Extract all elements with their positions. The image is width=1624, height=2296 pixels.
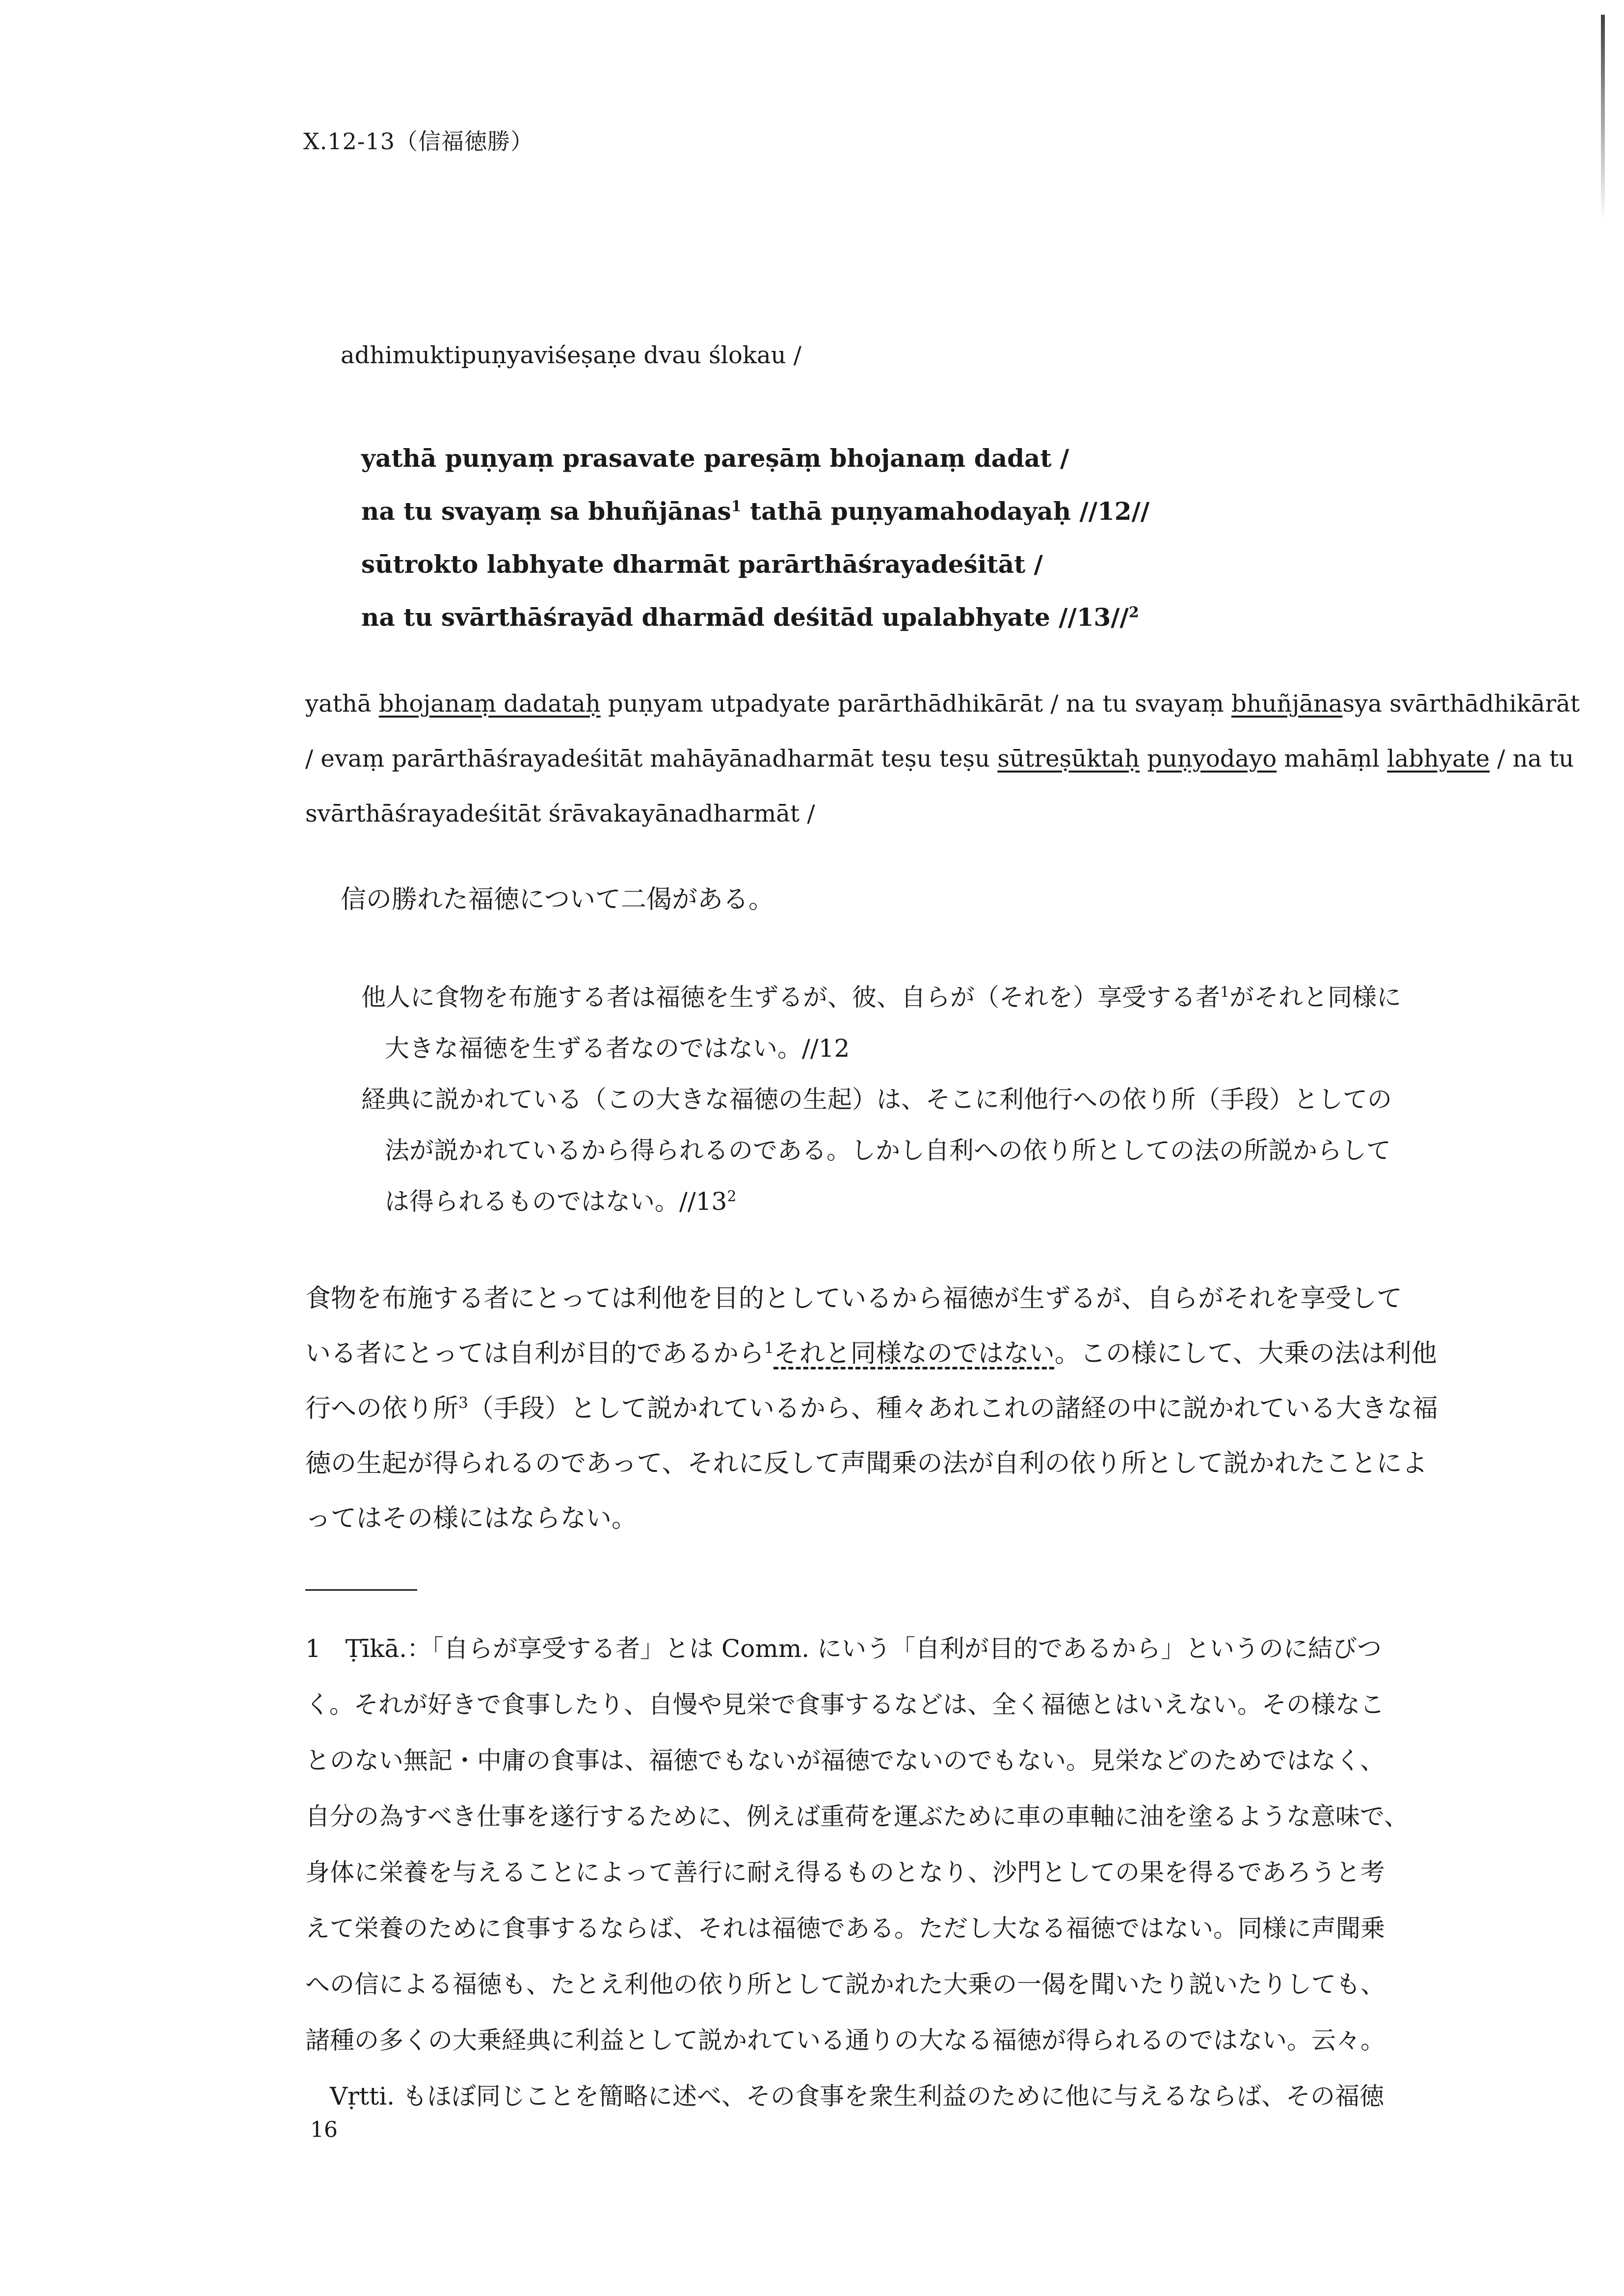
translation-line: 経典に説かれている（この大きな福徳の生起）は、そこに利他行への依り所（手段）としての [361,1085,1392,1114]
translation-line: 大きな福徳を生ずる者なのではない。//12 [385,1034,850,1063]
footnote-line: えて栄養のために食事するならば、それは福徳である。ただし大なる福徳ではない。同様に声聞乗 [305,1914,1385,1943]
scan-edge-artifact [1601,15,1605,221]
footnote-ref: 2 [727,1188,737,1205]
page-number: 16 [310,2117,338,2142]
footnote-line: への信による福徳も、たとえ利他の依り所として説かれた大乗の一偈を聞いたり説いたりしても、 [305,1970,1385,1999]
sanskrit-intro: adhimuktipuṇyaviśeṣaṇe dvau ślokau / [341,342,801,369]
translation-line: 他人に食物を布施する者は福徳を生ずるが、彼、自らが（それを）享受する者$^1$がそれと同様に [361,983,1402,1012]
footnote-line: 自分の為すべき仕事を遂行するために、例えば重荷を運ぶために車の車軸に油を塗るような意味で、 [305,1802,1409,1831]
translation-line: ってはその様にはならない。 [305,1504,638,1533]
commentary-line: yathā bhojanaṃ dadataḥ puṇyam utpadyate parārthādhikārāt / na tu svayaṃ bhuñjānasya svārthādhikārāt [305,690,1580,718]
japanese-verse-translation [361,972,1488,1227]
footnote-ref: 1 [1220,984,1230,1001]
japanese-commentary-translation [305,1271,1493,1546]
footnote-line: Vṛtti. もほぼ同じことを簡略に述べ、その食事を衆生利益のために他に与えるならば、その福徳 [305,2082,1384,2110]
footnote-block [305,1621,1493,2124]
section-header: X.12-13（信福徳勝） [303,128,533,155]
commentary-line: / evaṃ parārthāśrayadeśitāt mahāyānadharmāt teṣu teṣu sūtreṣūktaḥ puṇyodayo mahāṃl labhyate / na tu [305,745,1574,773]
translation-line: 法が説かれているから得られるのである。しかし自利への依り所としての法の所説からして [385,1136,1391,1165]
japanese-title: 信の勝れた福徳について二偈がある。 [341,885,774,914]
footnote-ref: 1 [764,1339,774,1357]
footnote-line: 諸種の多くの大乗経典に利益として説かれている通りの大なる福徳が得られるのではない。云々。 [305,2026,1385,2055]
translation-line: いる者にとっては自利が目的であるから$^1$それと同様なのではない。この様にして、大乗の法は利他 [305,1339,1437,1368]
verse-line: yathā puṇyaṃ prasavate pareṣāṃ bhojanaṃ dadat / [361,444,1069,473]
verse-line: na tu svārthāśrayād dharmād deśitād upalabhyate //13//$^2$ [361,603,1139,632]
footnote-line: 1 Ṭīkā.：「自らが享受する者」とは Comm. にいう「自利が目的であるから」というのに結びつ [305,1634,1382,1663]
footnote-divider [305,1589,417,1591]
footnote-ref: 3 [458,1394,468,1412]
commentary-line: svārthāśrayadeśitāt śrāvakayānadharmāt / [305,800,815,828]
translation-line: 徳の生起が得られるのであって、それに反して声聞乗の法が自利の依り所として説かれたことによ [305,1449,1428,1478]
sanskrit-commentary [305,676,1580,841]
footnote-ref: 1 [731,498,742,515]
footnote-line: とのない無記・中庸の食事は、福徳でもないが福徳でないのでもない。見栄などのためではなく、 [305,1746,1384,1775]
verse-line: na tu svayaṃ sa bhuñjānas$^1$ tathā puṇyamahodayaḥ //12// [361,497,1150,526]
translation-line: は得られるものではない。$//13^2$ [385,1187,737,1216]
translation-line: 食物を布施する者にとっては利他を目的としているから福徳が生ずるが、自らがそれを享受して [305,1284,1402,1313]
footnote-ref: 2 [1128,604,1139,621]
sanskrit-verse-block [361,432,1149,644]
footnote-line: く。それが好きで食事したり、自慢や見栄で食事するなどは、全く福徳とはいえない。その様なこ [305,1690,1384,1719]
footnote-line: 身体に栄養を与えることによって善行に耐え得るものとなり、沙門としての果を得るであろうと考 [305,1858,1385,1887]
translation-line: 行への依り所$^3$（手段）として説かれているから、種々あれこれの諸経の中に説かれている大きな福 [305,1394,1438,1423]
verse-line: sūtrokto labhyate dharmāt parārthāśrayadeśitāt / [361,550,1043,579]
